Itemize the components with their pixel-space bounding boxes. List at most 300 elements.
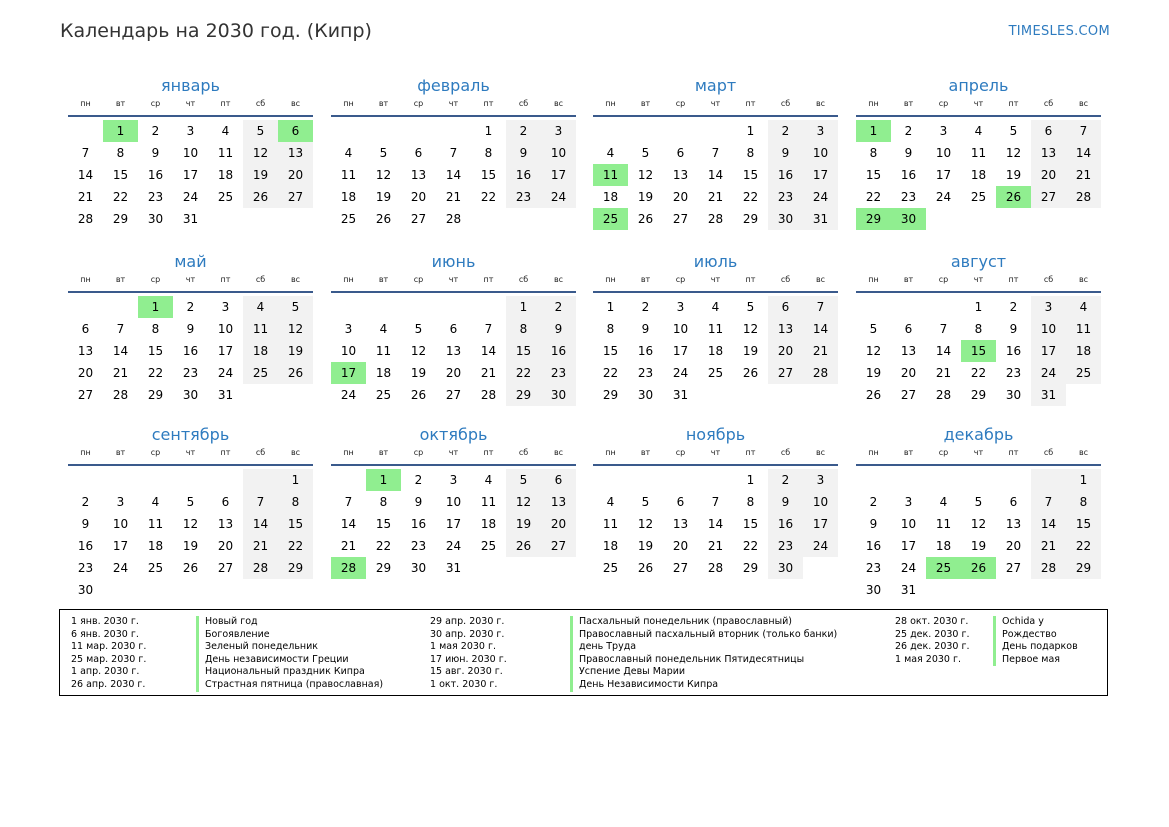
day-cell: 26: [637, 561, 654, 575]
day-cell: 20: [541, 513, 576, 535]
day-cell: 27: [217, 561, 234, 575]
legend-holiday: День независимости Греции: [205, 653, 349, 665]
day-cell: 8: [116, 146, 125, 160]
empty-cell: [68, 120, 103, 142]
day-cell: 31: [672, 388, 689, 402]
empty-cell: [996, 469, 1031, 491]
day-cell: 26: [865, 388, 882, 402]
day-cell: 4: [344, 146, 353, 160]
day-cell: 11: [935, 517, 952, 531]
day-cell: 15: [742, 168, 759, 182]
day-cell: 17: [935, 168, 952, 182]
day-cell: 12: [375, 168, 392, 182]
day-cell: 29: [742, 212, 759, 226]
weekday-label: вс: [815, 275, 826, 284]
day-cell: 7: [803, 296, 838, 318]
empty-cell: [331, 120, 366, 142]
day-cell: 23: [182, 366, 199, 380]
weekday-header: [593, 448, 838, 466]
day-cell: 20: [77, 366, 94, 380]
day-cell: 22: [147, 366, 164, 380]
day-cell: 5: [243, 120, 278, 142]
empty-cell: [926, 469, 961, 491]
day-cell: 13: [768, 318, 803, 340]
day-cell: 5: [974, 495, 983, 509]
month-name: июнь: [431, 252, 476, 271]
day-cell: 30: [410, 561, 427, 575]
weekday-label: ср: [938, 448, 949, 457]
day-cell: 17: [672, 344, 689, 358]
day-cell: 24: [1031, 362, 1066, 384]
day-cell: 30: [637, 388, 654, 402]
day-cell: 1: [366, 469, 401, 491]
day-cell: 16: [900, 168, 917, 182]
day-cell: 14: [935, 344, 952, 358]
day-cell: 11: [970, 146, 987, 160]
legend-date: 1 окт. 2030 г.: [430, 678, 498, 690]
day-cell: 3: [344, 322, 353, 336]
day-cell: 17: [803, 164, 838, 186]
day-cell: 5: [641, 495, 650, 509]
day-cell: 21: [340, 539, 357, 553]
day-cell: 29: [970, 388, 987, 402]
day-cell: 30: [768, 208, 803, 230]
legend-holiday: Национальный праздник Кипра: [205, 666, 365, 678]
day-cell: 9: [186, 322, 195, 336]
day-cell: 10: [182, 146, 199, 160]
day-cell: 9: [506, 142, 541, 164]
day-cell: 10: [541, 142, 576, 164]
day-cell: 27: [1031, 186, 1066, 208]
day-cell: 21: [1031, 535, 1066, 557]
empty-cell: [1031, 469, 1066, 491]
day-cell: 15: [865, 168, 882, 182]
day-cell: 25: [340, 212, 357, 226]
day-cell: 29: [506, 384, 541, 406]
legend-date: 25 мар. 2030 г.: [71, 653, 147, 665]
legend-holiday: день Труда: [579, 641, 637, 653]
weekday-label: ср: [413, 275, 424, 284]
weekday-label: сб: [1043, 99, 1054, 108]
day-cell: 30: [891, 208, 926, 230]
day-cell: 16: [768, 513, 803, 535]
legend-holiday: Страстная пятница (православная): [205, 678, 384, 690]
weekday-label: пт: [745, 99, 756, 108]
legend-holiday: Православный понедельник Пятидесятницы: [579, 653, 805, 665]
weekday-label: сб: [518, 275, 529, 284]
day-cell: 31: [445, 561, 462, 575]
day-cell: 8: [974, 322, 983, 336]
day-cell: 24: [672, 366, 689, 380]
day-cell: 27: [672, 212, 689, 226]
empty-cell: [401, 296, 436, 318]
day-cell: 10: [217, 322, 234, 336]
weekday-label: вс: [553, 99, 564, 108]
day-grid: [593, 120, 838, 230]
day-cell: 22: [506, 362, 541, 384]
day-cell: 28: [935, 388, 952, 402]
day-cell: 27: [900, 388, 917, 402]
day-cell: 30: [768, 557, 803, 579]
day-cell: 14: [445, 168, 462, 182]
day-grid: [856, 120, 1101, 230]
day-cell: 6: [449, 322, 458, 336]
day-cell: 27: [77, 388, 94, 402]
day-cell: 24: [541, 186, 576, 208]
day-cell: 30: [77, 583, 94, 597]
day-cell: 9: [1009, 322, 1018, 336]
day-cell: 11: [707, 322, 724, 336]
weekday-label: вс: [290, 99, 301, 108]
day-cell: 24: [182, 190, 199, 204]
day-cell: 31: [900, 583, 917, 597]
day-cell: 2: [414, 473, 423, 487]
day-cell: 6: [414, 146, 423, 160]
weekday-label: чт: [973, 275, 984, 284]
day-cell: 12: [637, 168, 654, 182]
day-cell: 6: [541, 469, 576, 491]
weekday-label: вт: [378, 275, 389, 284]
day-cell: 3: [803, 469, 838, 491]
day-cell: 19: [243, 164, 278, 186]
day-cell: 12: [278, 318, 313, 340]
day-cell: 23: [900, 190, 917, 204]
weekday-label: пт: [220, 99, 231, 108]
weekday-label: вс: [290, 275, 301, 284]
day-cell: 11: [480, 495, 497, 509]
weekday-label: пн: [343, 275, 354, 284]
day-cell: 17: [803, 513, 838, 535]
day-cell: 19: [506, 513, 541, 535]
day-cell: 2: [506, 120, 541, 142]
day-cell: 25: [375, 388, 392, 402]
weekday-header: [331, 448, 576, 466]
day-cell: 1: [606, 300, 615, 314]
day-cell: 3: [676, 300, 685, 314]
day-cell: 29: [375, 561, 392, 575]
day-cell: 17: [331, 362, 366, 384]
day-cell: 23: [147, 190, 164, 204]
day-cell: 13: [900, 344, 917, 358]
day-cell: 6: [278, 120, 313, 142]
legend-dates-col-3: [895, 616, 970, 666]
month-block: [68, 252, 313, 406]
day-cell: 4: [974, 124, 983, 138]
month-name: ноябрь: [685, 425, 746, 444]
day-cell: 28: [803, 362, 838, 384]
day-cell: 24: [803, 535, 838, 557]
day-cell: 11: [243, 318, 278, 340]
empty-cell: [593, 469, 628, 491]
day-cell: 10: [672, 322, 689, 336]
weekday-label: вс: [1078, 275, 1089, 284]
weekday-label: вт: [115, 99, 126, 108]
day-cell: 5: [506, 469, 541, 491]
weekday-label: ср: [150, 275, 161, 284]
day-cell: 14: [340, 517, 357, 531]
day-cell: 8: [484, 146, 493, 160]
day-cell: 28: [480, 388, 497, 402]
day-cell: 29: [742, 561, 759, 575]
day-cell: 25: [243, 362, 278, 384]
day-cell: 6: [676, 146, 685, 160]
weekday-label: вт: [378, 448, 389, 457]
day-cell: 13: [672, 168, 689, 182]
day-cell: 30: [1005, 388, 1022, 402]
day-cell: 13: [672, 517, 689, 531]
weekday-label: ср: [675, 275, 686, 284]
day-cell: 5: [869, 322, 878, 336]
day-cell: 30: [182, 388, 199, 402]
day-cell: 23: [77, 561, 94, 575]
day-cell: 27: [445, 388, 462, 402]
day-cell: 25: [707, 366, 724, 380]
legend-holiday: Успение Девы Марии: [579, 666, 686, 678]
day-cell: 27: [768, 362, 803, 384]
weekday-label: пн: [605, 99, 616, 108]
day-cell: 9: [869, 517, 878, 531]
weekday-header: [856, 275, 1101, 293]
day-cell: 7: [449, 146, 458, 160]
month-block: [68, 76, 313, 230]
empty-cell: [331, 469, 366, 491]
legend-date: 1 мая 2030 г.: [895, 653, 961, 665]
day-cell: 8: [278, 491, 313, 513]
day-cell: 28: [243, 557, 278, 579]
empty-cell: [628, 469, 663, 491]
empty-cell: [961, 469, 996, 491]
day-cell: 8: [869, 146, 878, 160]
legend-holiday: Пасхальный понедельник (православный): [579, 616, 793, 627]
day-cell: 18: [602, 190, 619, 204]
day-cell: 16: [865, 539, 882, 553]
day-cell: 2: [81, 495, 90, 509]
weekday-label: пт: [483, 448, 494, 457]
day-cell: 24: [340, 388, 357, 402]
day-cell: 20: [278, 164, 313, 186]
day-cell: 22: [742, 539, 759, 553]
day-cell: 30: [541, 384, 576, 406]
weekday-label: вс: [815, 448, 826, 457]
day-cell: 10: [900, 517, 917, 531]
day-cell: 17: [112, 539, 129, 553]
empty-cell: [103, 469, 138, 491]
empty-cell: [436, 120, 471, 142]
day-cell: 4: [939, 495, 948, 509]
day-cell: 6: [904, 322, 913, 336]
weekday-label: вс: [553, 275, 564, 284]
day-cell: 11: [593, 164, 628, 186]
day-cell: 14: [1066, 142, 1101, 164]
legend-date: 11 мар. 2030 г.: [71, 641, 147, 653]
day-cell: 4: [606, 146, 615, 160]
day-cell: 19: [865, 366, 882, 380]
weekday-header: [68, 448, 313, 466]
empty-cell: [926, 296, 961, 318]
legend-date: 15 авг. 2030 г.: [430, 666, 503, 678]
day-cell: 27: [1005, 561, 1022, 575]
day-cell: 26: [182, 561, 199, 575]
weekday-label: чт: [710, 99, 721, 108]
weekday-label: пт: [483, 275, 494, 284]
legend-date: 29 апр. 2030 г.: [430, 616, 505, 627]
weekday-label: вс: [815, 99, 826, 108]
day-cell: 18: [217, 168, 234, 182]
day-cell: 7: [711, 146, 720, 160]
day-cell: 8: [379, 495, 388, 509]
day-cell: 19: [410, 366, 427, 380]
day-cell: 7: [939, 322, 948, 336]
empty-cell: [698, 120, 733, 142]
day-grid: [331, 469, 576, 579]
day-cell: 7: [484, 322, 493, 336]
weekday-header: [593, 99, 838, 117]
day-cell: 22: [278, 535, 313, 557]
day-cell: 21: [707, 539, 724, 553]
legend-holiday: Ochida y: [1002, 616, 1044, 627]
month-name: декабрь: [943, 425, 1014, 444]
day-cell: 16: [506, 164, 541, 186]
day-cell: 28: [445, 212, 462, 226]
day-cell: 17: [900, 539, 917, 553]
month-block: [856, 76, 1101, 230]
day-cell: 10: [1031, 318, 1066, 340]
day-cell: 6: [768, 296, 803, 318]
day-cell: 25: [217, 190, 234, 204]
day-cell: 1: [1066, 469, 1101, 491]
day-cell: 1: [506, 296, 541, 318]
empty-cell: [471, 296, 506, 318]
day-cell: 20: [1005, 539, 1022, 553]
day-cell: 16: [182, 344, 199, 358]
day-cell: 3: [803, 120, 838, 142]
day-cell: 28: [707, 212, 724, 226]
weekday-label: чт: [185, 448, 196, 457]
day-cell: 5: [1009, 124, 1018, 138]
day-cell: 25: [926, 557, 961, 579]
day-cell: 11: [375, 344, 392, 358]
legend-names-col-2: [570, 616, 837, 692]
day-cell: 1: [103, 120, 138, 142]
day-cell: 12: [182, 517, 199, 531]
day-cell: 17: [541, 164, 576, 186]
month-block: [856, 252, 1101, 406]
day-cell: 17: [217, 344, 234, 358]
day-cell: 14: [707, 168, 724, 182]
day-grid: [68, 296, 313, 406]
day-cell: 8: [151, 322, 160, 336]
day-cell: 27: [278, 186, 313, 208]
day-cell: 8: [1066, 491, 1101, 513]
day-cell: 26: [637, 212, 654, 226]
legend-date: 30 апр. 2030 г.: [430, 628, 505, 640]
day-cell: 21: [935, 366, 952, 380]
day-cell: 10: [340, 344, 357, 358]
day-cell: 3: [541, 120, 576, 142]
day-cell: 18: [243, 340, 278, 362]
day-cell: 28: [1066, 186, 1101, 208]
day-cell: 19: [278, 340, 313, 362]
day-cell: 16: [541, 340, 576, 362]
day-cell: 4: [1066, 296, 1101, 318]
day-cell: 9: [768, 142, 803, 164]
day-cell: 20: [768, 340, 803, 362]
empty-cell: [891, 296, 926, 318]
weekday-label: чт: [973, 448, 984, 457]
weekday-label: чт: [185, 275, 196, 284]
day-cell: 1: [484, 124, 493, 138]
weekday-label: чт: [710, 275, 721, 284]
site-link[interactable]: TIMESLES.COM: [1008, 24, 1110, 39]
day-cell: 14: [480, 344, 497, 358]
month-name: июль: [693, 252, 738, 271]
weekday-label: пт: [745, 275, 756, 284]
day-cell: 26: [996, 186, 1031, 208]
day-cell: 3: [449, 473, 458, 487]
day-cell: 5: [414, 322, 423, 336]
month-block: [593, 76, 838, 230]
month-block: [331, 252, 576, 406]
day-cell: 25: [593, 208, 628, 230]
day-cell: 4: [379, 322, 388, 336]
day-cell: 15: [1066, 513, 1101, 535]
day-cell: 8: [746, 146, 755, 160]
holiday-legend: [59, 609, 1108, 696]
day-cell: 18: [147, 539, 164, 553]
day-cell: 7: [116, 322, 125, 336]
day-cell: 15: [278, 513, 313, 535]
day-cell: 22: [602, 366, 619, 380]
day-cell: 20: [672, 190, 689, 204]
day-cell: 28: [77, 212, 94, 226]
day-cell: 2: [869, 495, 878, 509]
day-cell: 25: [480, 539, 497, 553]
day-grid: [68, 120, 313, 230]
day-cell: 16: [768, 164, 803, 186]
day-cell: 18: [707, 344, 724, 358]
day-cell: 29: [147, 388, 164, 402]
weekday-label: пт: [745, 448, 756, 457]
day-cell: 29: [1066, 557, 1101, 579]
day-cell: 29: [602, 388, 619, 402]
empty-cell: [68, 469, 103, 491]
day-cell: 13: [278, 142, 313, 164]
day-cell: 4: [151, 495, 160, 509]
day-cell: 4: [711, 300, 720, 314]
legend-holiday: Православный пасхальный вторник (только банки): [579, 628, 838, 640]
day-cell: 15: [961, 340, 996, 362]
day-cell: 12: [243, 142, 278, 164]
day-cell: 17: [445, 517, 462, 531]
empty-cell: [366, 120, 401, 142]
empty-cell: [436, 296, 471, 318]
day-cell: 19: [742, 344, 759, 358]
weekday-label: чт: [973, 99, 984, 108]
weekday-label: вс: [290, 448, 301, 457]
day-cell: 31: [182, 212, 199, 226]
day-cell: 18: [1066, 340, 1101, 362]
day-cell: 2: [541, 296, 576, 318]
weekday-label: вс: [1078, 448, 1089, 457]
weekday-label: ср: [938, 99, 949, 108]
day-cell: 25: [1066, 362, 1101, 384]
day-cell: 22: [480, 190, 497, 204]
day-cell: 22: [375, 539, 392, 553]
day-cell: 25: [147, 561, 164, 575]
weekday-label: ср: [150, 99, 161, 108]
day-cell: 24: [217, 366, 234, 380]
day-cell: 4: [243, 296, 278, 318]
